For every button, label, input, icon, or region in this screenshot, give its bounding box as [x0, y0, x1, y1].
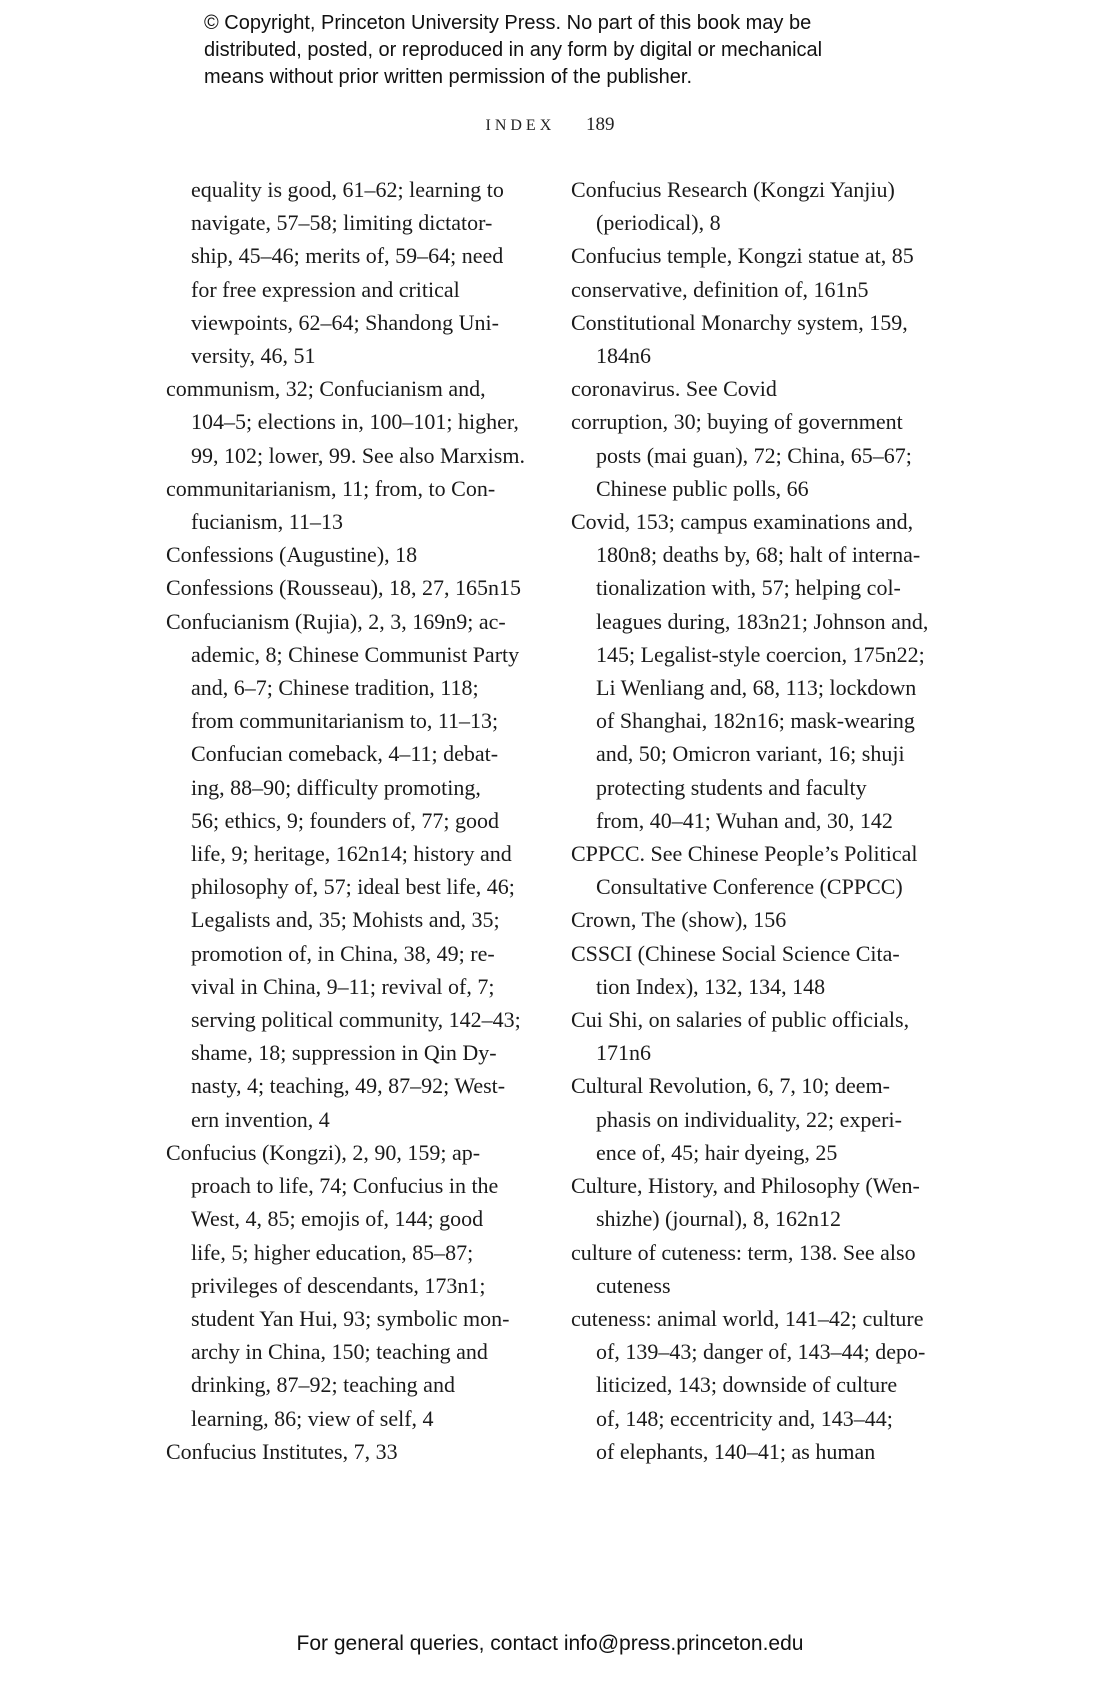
- index-subentry-line: of elephants, 140–41; as human: [596, 1438, 876, 1464]
- index-entry-line: corruption, 30; buying of government: [571, 409, 903, 435]
- page-number: 189: [586, 114, 615, 135]
- index-subentry-line: proach to life, 74; Confucius in the: [191, 1173, 499, 1199]
- index-entry-line: communism, 32; Confucianism and,: [166, 376, 486, 402]
- index-subentry-line: Li Wenliang and, 68, 113; lockdown: [596, 675, 917, 701]
- index-subentry-line: student Yan Hui, 93; symbolic mon-: [191, 1305, 510, 1331]
- index-subentry-line: of Shanghai, 182n16; mask-wearing: [596, 708, 915, 734]
- index-subentry-line: viewpoints, 62–64; Shandong Uni-: [191, 309, 499, 335]
- index-subentry-line: 171n6: [596, 1040, 651, 1066]
- index-subentry-line: cuteness: [596, 1272, 671, 1298]
- index-subentry-line: nasty, 4; teaching, 49, 87–92; West-: [191, 1073, 506, 1099]
- index-subentry-line: and, 6–7; Chinese tradition, 118;: [191, 675, 479, 701]
- index-column-right: [571, 173, 951, 1468]
- index-subentry-line: 56; ethics, 9; founders of, 77; good: [191, 807, 499, 833]
- index-subentry-line: Legalists and, 35; Mohists and, 35;: [191, 907, 500, 933]
- index-subentry-line: (periodical), 8: [596, 210, 721, 236]
- index-subentry-line: West, 4, 85; emojis of, 144; good: [191, 1206, 484, 1232]
- index-entry-line: CPPCC. See Chinese People’s Political: [571, 841, 918, 867]
- index-subentry-line: phasis on individuality, 22; experi-: [596, 1106, 902, 1132]
- index-subentry-line: ship, 45–46; merits of, 59–64; need: [191, 243, 504, 269]
- index-subentry-line: learning, 86; view of self, 4: [191, 1405, 434, 1431]
- index-subentry-line: for free expression and critical: [191, 276, 460, 302]
- index-entry-line: Covid, 153; campus examinations and,: [571, 509, 914, 535]
- index-subentry-line: 99, 102; lower, 99. See also Marxism.: [191, 442, 525, 468]
- index-entry-line: conservative, definition of, 161n5: [571, 276, 869, 302]
- index-subentry-line: 104–5; elections in, 100–101; higher,: [191, 409, 519, 435]
- index-subentry-line: 180n8; deaths by, 68; halt of interna-: [596, 542, 921, 568]
- index-subentry-line: life, 5; higher education, 85–87;: [191, 1239, 474, 1265]
- index-subentry-line: serving political community, 142–43;: [191, 1007, 521, 1033]
- index-subentry-line: versity, 46, 51: [191, 343, 316, 369]
- index-entry-line: Cui Shi, on salaries of public officials,: [571, 1007, 910, 1033]
- index-entry-line: Confucius (Kongzi), 2, 90, 159; ap-: [166, 1139, 481, 1165]
- index-entry-line: Confucius Institutes, 7, 33: [166, 1438, 398, 1464]
- index-subentry-line: from, 40–41; Wuhan and, 30, 142: [596, 807, 893, 833]
- index-subentry-line: leagues during, 183n21; Johnson and,: [596, 608, 929, 634]
- index-subentry-line: life, 9; heritage, 162n14; history and: [191, 841, 512, 867]
- index-subentry-line: promotion of, in China, 38, 49; re-: [191, 940, 495, 966]
- index-entry-line: Crown, The (show), 156: [571, 907, 787, 933]
- index-subentry-line: tion Index), 132, 134, 148: [596, 973, 826, 999]
- index-subentry-line: Chinese public polls, 66: [596, 475, 809, 501]
- index-subentry-line: fucianism, 11–13: [191, 509, 343, 535]
- index-entry-line: Confessions (Rousseau), 18, 27, 165n15: [166, 575, 522, 601]
- index-subentry-line: navigate, 57–58; limiting dictator-: [191, 210, 493, 236]
- index-entry-line: Cultural Revolution, 6, 7, 10; deem-: [571, 1073, 890, 1099]
- index-column-left: [166, 173, 546, 1468]
- index-subentry-line: liticized, 143; downside of culture: [596, 1372, 898, 1398]
- index-entry-line: cuteness: animal world, 141–42; culture: [571, 1305, 924, 1331]
- index-subentry-line: posts (mai guan), 72; China, 65–67;: [596, 442, 912, 468]
- index-subentry-line: tionalization with, 57; helping col-: [596, 575, 901, 601]
- running-head-section: INDEX: [485, 117, 556, 134]
- index-subentry-line: vival in China, 9–11; revival of, 7;: [191, 973, 495, 999]
- index-entry-line: CSSCI (Chinese Social Science Cita-: [571, 940, 900, 966]
- index-subentry-line: philosophy of, 57; ideal best life, 46;: [191, 874, 515, 900]
- copyright-line: distributed, posted, or reproduced in any form by digital or mechanical: [204, 39, 823, 61]
- index-subentry-line: shame, 18; suppression in Qin Dy-: [191, 1040, 497, 1066]
- index-subentry-line: of, 139–43; danger of, 143–44; depo-: [596, 1339, 926, 1365]
- index-subentry-line: ence of, 45; hair dyeing, 25: [596, 1139, 838, 1165]
- copyright-line: © Copyright, Princeton University Press. No part of this book may be: [204, 12, 812, 34]
- index-subentry-line: shizhe) (journal), 8, 162n12: [596, 1206, 841, 1232]
- index-subentry-line: Consultative Conference (CPPCC): [596, 874, 903, 900]
- index-subentry-line: ing, 88–90; difficulty promoting,: [191, 774, 481, 800]
- running-head: [0, 114, 1100, 136]
- index-entry-line: culture of cuteness: term, 138. See also: [571, 1239, 916, 1265]
- index-subentry-line: Confucian comeback, 4–11; debat-: [191, 741, 499, 767]
- index-subentry-line: and, 50; Omicron variant, 16; shuji: [596, 741, 905, 767]
- index-subentry-line: archy in China, 150; teaching and: [191, 1339, 488, 1365]
- index-entry-line: communitarianism, 11; from, to Con-: [166, 475, 496, 501]
- index-entry-line: coronavirus. See Covid: [571, 376, 777, 402]
- index-entry-line: Confucius Research (Kongzi Yanjiu): [571, 177, 895, 202]
- index-subentry-line: ademic, 8; Chinese Communist Party: [191, 641, 520, 667]
- copyright-notice: [204, 10, 964, 91]
- index-subentry-line: privileges of descendants, 173n1;: [191, 1272, 486, 1298]
- index-entry-line: Confessions (Augustine), 18: [166, 542, 418, 568]
- index-subentry-line: drinking, 87–92; teaching and: [191, 1372, 455, 1398]
- footer-contact: For general queries, contact info@press.princeton.edu: [296, 1632, 804, 1655]
- index-entry-line: Constitutional Monarchy system, 159,: [571, 309, 908, 335]
- index-subentry-line: ern invention, 4: [191, 1106, 330, 1132]
- index-entry-line: Confucius temple, Kongzi statue at, 85: [571, 243, 914, 269]
- index-entry-line: Culture, History, and Philosophy (Wen-: [571, 1173, 920, 1199]
- index-entry-line: Confucianism (Rujia), 2, 3, 169n9; ac-: [166, 608, 506, 634]
- index-subentry-line: equality is good, 61–62; learning to: [191, 177, 504, 202]
- index-subentry-line: protecting students and faculty: [596, 774, 867, 800]
- index-subentry-line: 184n6: [596, 343, 651, 369]
- index-subentry-line: from communitarianism to, 11–13;: [191, 708, 499, 734]
- index-subentry-line: of, 148; eccentricity and, 143–44;: [596, 1405, 893, 1431]
- index-subentry-line: 145; Legalist-style coercion, 175n22;: [596, 641, 925, 667]
- copyright-line: means without prior written permission of the publisher.: [204, 66, 693, 88]
